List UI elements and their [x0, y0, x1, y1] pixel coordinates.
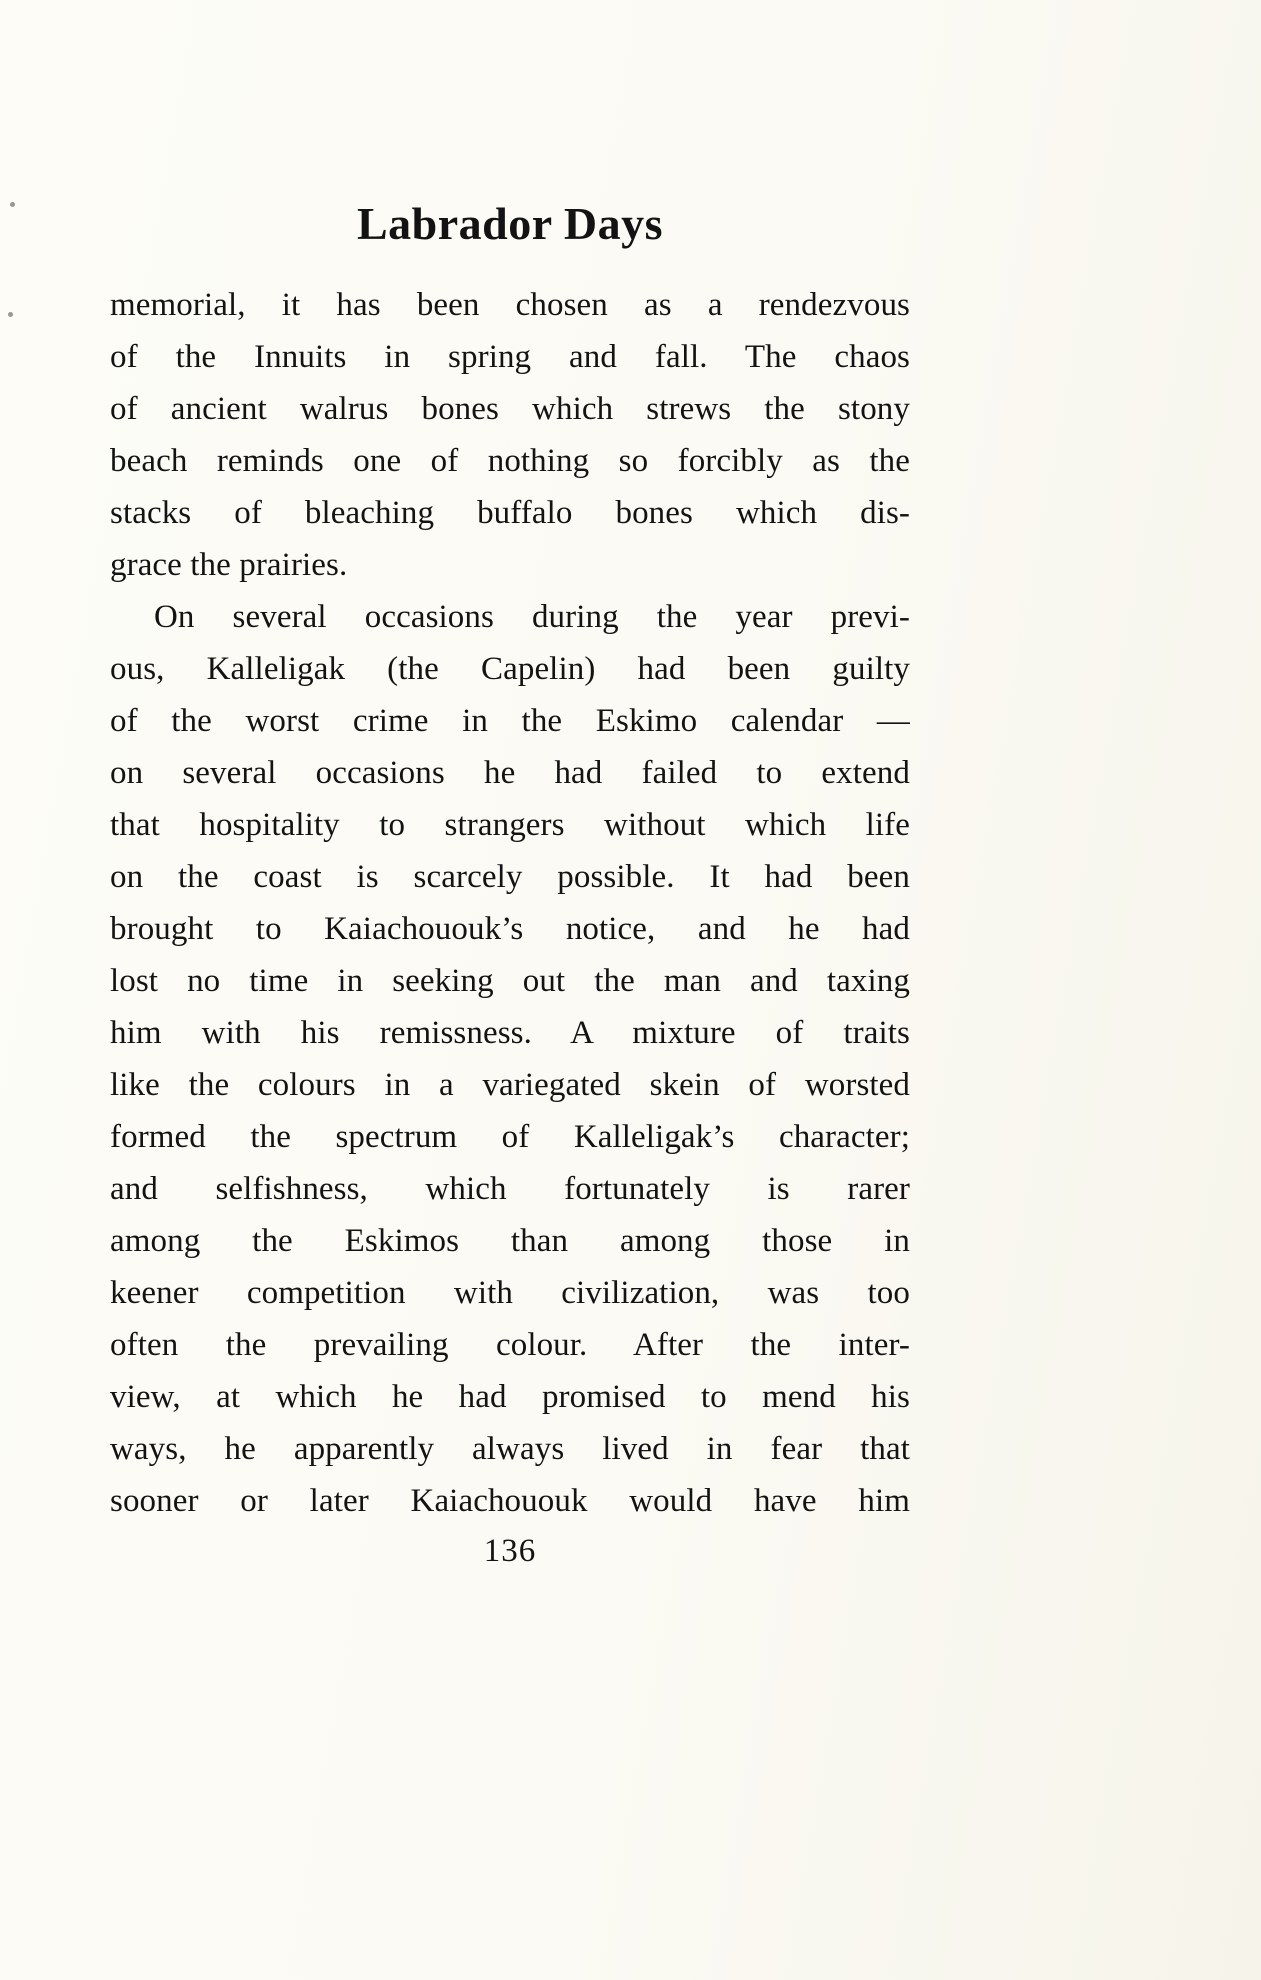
text-line: on several occasions he had failed to extend — [110, 755, 910, 792]
text-line: often the prevailing colour. After the inter- — [110, 1327, 910, 1364]
page-number: 136 — [483, 1533, 537, 1570]
paragraph — [110, 279, 910, 591]
text-line: ous, Kalleligak (the Capelin) had been guilty — [110, 651, 910, 688]
text-line: of the Innuits in spring and fall. The chaos — [110, 339, 910, 376]
text-line: lost no time in seeking out the man and taxing — [110, 963, 910, 1000]
text-line: among the Eskimos than among those in — [110, 1223, 910, 1260]
text-line: sooner or later Kaiachououk would have him — [110, 1483, 910, 1520]
text-line: of ancient walrus bones which strews the stony — [110, 391, 910, 428]
text-line: on the coast is scarcely possible. It had been — [110, 859, 910, 896]
text-line: ways, he apparently always lived in fear that — [110, 1431, 910, 1468]
text-line: On several occasions during the year previ- — [154, 599, 910, 636]
scan-speck — [8, 312, 13, 317]
text-line: formed the spectrum of Kalleligak’s character; — [110, 1119, 910, 1156]
text-line: keener competition with civilization, was too — [110, 1275, 910, 1312]
text-line: that hospitality to strangers without which life — [110, 807, 910, 844]
text-line: view, at which he had promised to mend his — [110, 1379, 910, 1416]
text-line: like the colours in a variegated skein of worsted — [110, 1067, 910, 1104]
text-line: memorial, it has been chosen as a rendezvous — [110, 287, 910, 324]
text-line: brought to Kaiachououk’s notice, and he had — [110, 911, 910, 948]
text-line: him with his remissness. A mixture of traits — [110, 1015, 910, 1052]
text-line: stacks of bleaching buffalo bones which dis- — [110, 495, 910, 532]
body-text — [110, 279, 910, 1527]
text-line: and selfishness, which fortunately is rarer — [110, 1171, 910, 1208]
text-line: beach reminds one of nothing so forcibly as the — [110, 443, 910, 480]
scan-speck — [10, 202, 15, 207]
paragraph — [110, 591, 910, 1527]
page-title: Labrador Days — [357, 198, 663, 249]
text-line: grace the prairies. — [110, 547, 348, 584]
text-line: of the worst crime in the Eskimo calendar — — [110, 703, 910, 740]
